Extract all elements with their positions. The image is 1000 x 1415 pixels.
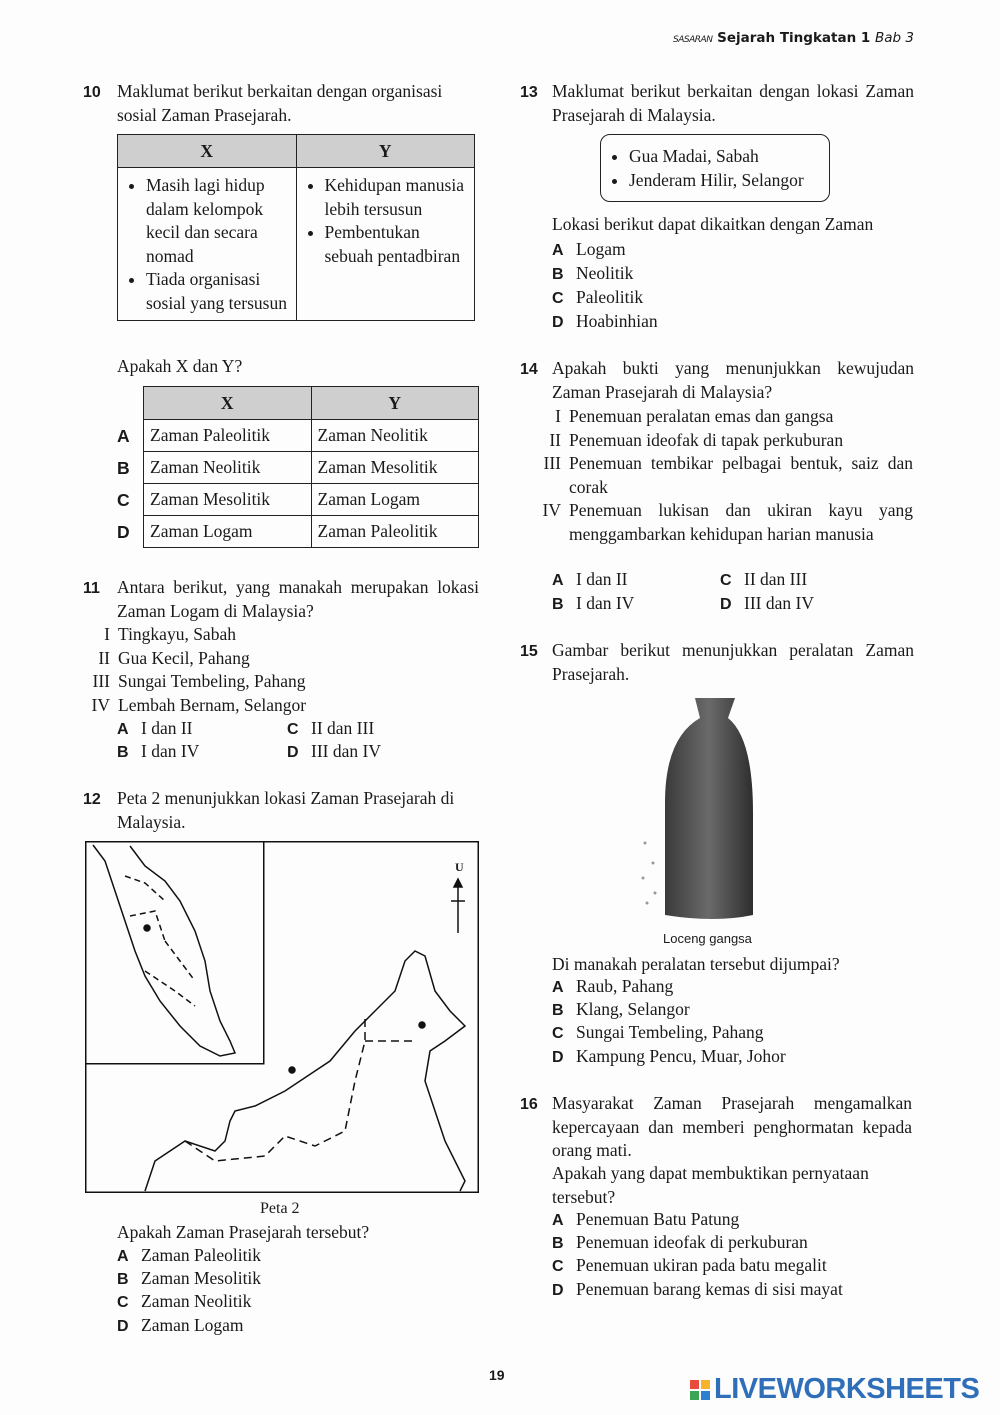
inset-frame xyxy=(86,842,264,1064)
brand-text: LIVEWORKSHEETS xyxy=(714,1373,980,1405)
question-text: Apakah bukti yang menunjukkan kewujudan Zaman Prasejarah di Malaysia? xyxy=(552,358,914,402)
statement: Penemuan tembikar pelbagai bentuk, saiz dan corak xyxy=(569,453,913,497)
option-letter[interactable]: C xyxy=(117,490,130,510)
cell: Zaman Paleolitik xyxy=(311,516,479,548)
list-item: • Masih lagi hidup dalam kelompok kecil dan secara nomad xyxy=(146,174,290,268)
question-prompt: Apakah yang dapat membuktikan pernyataan tersebut? xyxy=(552,1163,869,1207)
option-a[interactable]: A Zaman Paleolitik xyxy=(117,1245,262,1265)
option-d[interactable]: D Kampung Pencu, Muar, Johor xyxy=(552,1046,786,1066)
option-c[interactable]: C Sungai Tembeling, Pahang xyxy=(552,1022,764,1042)
cell: Zaman Mesolitik xyxy=(144,484,312,516)
option-d[interactable]: D Penemuan barang kemas di sisi mayat xyxy=(552,1279,843,1299)
option-c[interactable]: C II dan III xyxy=(287,718,375,738)
answer-table xyxy=(143,386,479,548)
book-title: Sejarah Tingkatan 1 xyxy=(717,30,871,46)
location-dot xyxy=(289,1067,295,1073)
question-text: Maklumat berikut berkaitan dengan organisasi sosial Zaman Prasejarah. xyxy=(117,81,443,125)
location-box xyxy=(600,134,830,202)
borneo-outline xyxy=(145,951,465,1191)
location-dot xyxy=(144,925,150,931)
option-b[interactable]: B I dan IV xyxy=(117,741,200,761)
option-a[interactable]: A Logam xyxy=(552,239,626,259)
question-text: Maklumat berikut berkaitan dengan lokasi Zaman Prasejarah di Malaysia. xyxy=(552,81,914,125)
option-a[interactable]: A Penemuan Batu Patung xyxy=(552,1209,740,1229)
state-borders xyxy=(125,876,195,1006)
option-c[interactable]: C Zaman Neolitik xyxy=(117,1291,252,1311)
question-number: 15 xyxy=(520,643,538,660)
option-c[interactable]: C Penemuan ukiran pada batu megalit xyxy=(552,1255,827,1275)
option-a[interactable]: A I dan II xyxy=(117,718,193,738)
statement: Gua Kecil, Pahang xyxy=(118,647,250,668)
question-prompt: Di manakah peralatan tersebut dijumpai? xyxy=(552,954,840,974)
option-letter[interactable]: A xyxy=(117,426,130,446)
roman-numeral: II xyxy=(549,429,561,450)
question-prompt: Apakah Zaman Prasejarah tersebut? xyxy=(117,1222,370,1242)
option-d[interactable]: D Zaman Logam xyxy=(117,1315,244,1335)
list-item: • Pembentukan sebuah pentadbiran xyxy=(325,221,469,268)
cell: Zaman Paleolitik xyxy=(144,420,312,452)
roman-numeral: II xyxy=(98,647,110,668)
list-item: • Gua Madai, Sabah xyxy=(629,145,829,169)
list-item: • Kehidupan manusia lebih tersusun xyxy=(325,174,469,221)
question-prompt: Lokasi berikut dapat dikaitkan dengan Zaman xyxy=(552,214,874,234)
roman-numeral: I xyxy=(104,624,110,644)
page-number: 19 xyxy=(489,1367,505,1383)
question-text: Antara berikut, yang manakah merupakan lokasi Zaman Logam di Malaysia? xyxy=(117,577,479,621)
question-number: 16 xyxy=(520,1096,538,1113)
north-arrow-icon xyxy=(451,887,465,933)
roman-numeral: IV xyxy=(542,500,561,521)
option-d[interactable]: D III dan IV xyxy=(287,741,381,761)
question-number: 14 xyxy=(520,361,538,378)
option-b[interactable]: B I dan IV xyxy=(552,593,635,613)
cell: Zaman Neolitik xyxy=(311,420,479,452)
option-b[interactable]: B Zaman Mesolitik xyxy=(117,1268,262,1288)
question-number: 12 xyxy=(83,791,101,808)
roman-numeral: IV xyxy=(91,694,110,715)
page-header xyxy=(673,30,914,46)
column-header: Y xyxy=(311,387,479,420)
statement-list xyxy=(535,405,913,547)
option-b[interactable]: B Penemuan ideofak di perkuburan xyxy=(552,1232,808,1252)
question-number: 11 xyxy=(83,580,100,597)
statement: Sungai Tembeling, Pahang xyxy=(118,671,306,692)
option-d[interactable]: D III dan IV xyxy=(720,593,814,613)
roman-numeral: III xyxy=(543,453,561,474)
cell: Zaman Logam xyxy=(144,516,312,548)
info-table xyxy=(117,134,475,321)
option-d[interactable]: D Hoabinhian xyxy=(552,311,658,331)
cell: Zaman Logam xyxy=(311,484,479,516)
statement: Penemuan peralatan emas dan gangsa xyxy=(569,406,834,426)
option-b[interactable]: B Neolitik xyxy=(552,263,634,283)
option-letter[interactable]: B xyxy=(117,458,130,478)
roman-numeral: I xyxy=(555,406,561,426)
malaysia-map xyxy=(85,841,479,1193)
column-header: X xyxy=(118,135,297,168)
statement: Penemuan ideofak di tapak perkuburan xyxy=(569,429,844,450)
location-dot xyxy=(419,1022,425,1028)
list-item: • Jenderam Hilir, Selangor xyxy=(629,169,829,193)
option-a[interactable]: A Raub, Pahang xyxy=(552,976,674,996)
column-header: Y xyxy=(296,135,475,168)
option-letter[interactable]: D xyxy=(117,522,130,542)
option-b[interactable]: B Klang, Selangor xyxy=(552,999,690,1019)
question-text: Peta 2 menunjukkan lokasi Zaman Prasejarah di Malaysia. xyxy=(117,788,455,832)
north-label: U xyxy=(455,860,464,874)
question-number: 13 xyxy=(520,84,538,101)
chapter-label: Bab 3 xyxy=(875,30,914,46)
logo-icon xyxy=(690,1380,710,1400)
option-c[interactable]: C Paleolitik xyxy=(552,287,644,307)
liveworksheets-logo xyxy=(690,1373,979,1406)
peninsular-outline xyxy=(93,845,235,1056)
publisher-logo: SASARAN xyxy=(673,35,713,45)
statement: Penemuan lukisan dan ukiran kayu yang menggambarkan kehidupan harian manusia xyxy=(569,500,913,544)
question-number: 10 xyxy=(83,84,101,101)
question-prompt: Apakah X dan Y? xyxy=(117,356,243,376)
list-item: • Tiada organisasi sosial yang tersusun xyxy=(146,268,290,315)
question-text: Gambar berikut menunjukkan peralatan Zaman Prasejarah. xyxy=(552,640,914,684)
roman-numeral: III xyxy=(92,671,110,692)
statement: Lembah Bernam, Selangor xyxy=(118,694,307,715)
column-header: X xyxy=(144,387,312,420)
statement: Tingkayu, Sabah xyxy=(118,624,236,644)
image-caption: Loceng gangsa xyxy=(663,931,752,946)
map-caption: Peta 2 xyxy=(260,1200,300,1217)
sabah-sarawak-border xyxy=(185,1016,415,1161)
statement-list xyxy=(84,623,306,717)
option-a[interactable]: A I dan II xyxy=(552,569,628,589)
question-text: Masyarakat Zaman Prasejarah mengamalkan kepercayaan dan memberi penghormatan kepada orang mati. xyxy=(552,1093,912,1161)
option-c[interactable]: C II dan III xyxy=(720,569,808,589)
cell: Zaman Mesolitik xyxy=(311,452,479,484)
bronze-bell-image xyxy=(625,693,755,923)
cell: Zaman Neolitik xyxy=(144,452,312,484)
